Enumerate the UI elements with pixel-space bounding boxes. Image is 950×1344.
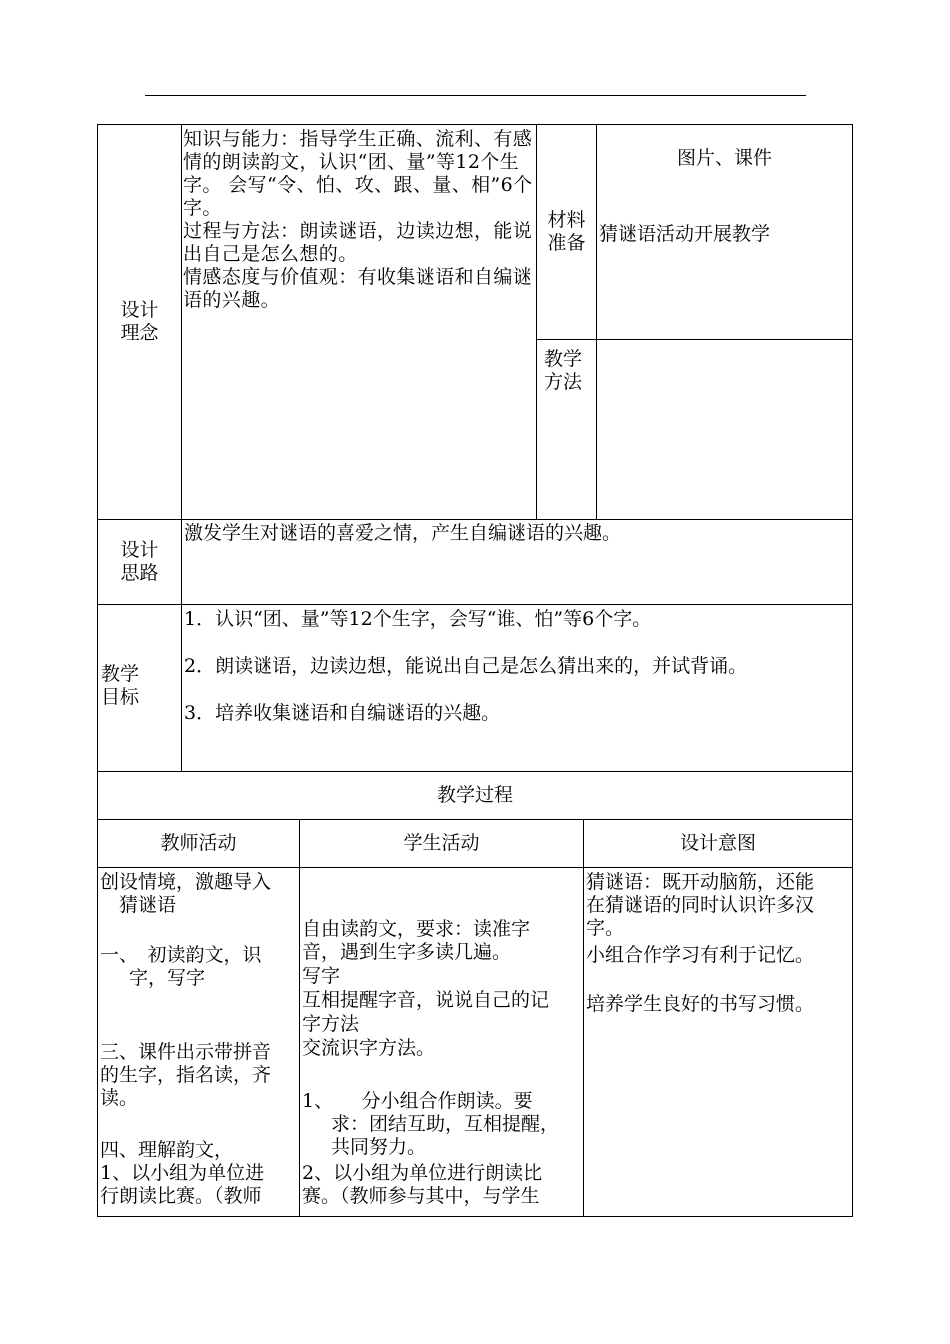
header-rule [145,95,806,96]
student-line: 字方法 [302,1013,360,1035]
concept-attitude: 情感态度与价值观：有收集谜语和自编谜语的兴趣。 [183,266,533,311]
concept-knowledge: 知识与能力：指导学生正确、流利、有感情的朗读韵文，认识“团、量”等12个生字。 会写“令、怕、攻、跟、量、相”6个字。 [183,128,533,219]
teacher-line: 读。 [100,1087,139,1109]
materials-line1: 图片、课件 [676,147,772,169]
design-intent-cell [583,867,853,1217]
design-idea-label: 设计 思路 [97,519,182,605]
teacher-line: 创设情境，激趣导入 [100,871,272,893]
header-teacher-activity: 教师活动 [97,819,300,868]
student-line: 共同努力。 [331,1136,427,1158]
student-line: 2、以小组为单位进行朗读比 [302,1162,543,1184]
goal-item-2: 2．朗读谜语，边读边想，能说出自己是怎么猜出来的，并试背诵。 [184,655,748,677]
goal-item-3: 3．培养收集谜语和自编谜语的兴趣。 [184,702,501,724]
teaching-goals-label: 教学 目标 [97,604,182,772]
student-line: 写字 [302,965,341,987]
intent-line: 字。 [586,917,625,939]
goal-item-1: 1．认识“团、量”等12个生字，会写“谁、怕”等6个字。 [184,608,652,630]
student-line: 互相提醒字音，说说自己的记 [302,989,550,1011]
student-activity-cell [299,867,584,1217]
method-label: 教学 方法 [536,339,597,520]
materials-line2: 猜谜语活动开展教学 [599,223,771,245]
intent-line: 小组合作学习有利于记忆。 [586,944,815,966]
teacher-line: 行朗读比赛。（教师 [100,1185,262,1207]
teacher-activity-cell [97,867,300,1217]
materials-label: 材料 准备 [536,124,597,340]
process-title: 教学过程 [97,771,853,820]
header-student-activity: 学生活动 [299,819,584,868]
header-design-intent: 设计意图 [583,819,853,868]
teacher-line: 的生字，指名读，齐 [100,1064,272,1086]
teacher-line: 1、以小组为单位进 [100,1162,265,1184]
student-line: 音，遇到生字多读几遍。 [302,941,512,963]
intent-line: 培养学生良好的书写习惯。 [586,993,815,1015]
student-line: 1、 分小组合作朗读。要 [302,1090,533,1112]
intent-line: 猜谜语：既开动脑筋，还能 [586,871,815,893]
teacher-line: 猜谜语 [119,894,177,916]
student-line: 自由读韵文，要求：读准字 [302,918,531,940]
materials-content [596,124,853,340]
student-line: 交流识字方法。 [302,1037,436,1059]
teacher-line: 字，写字 [129,967,206,989]
student-line: 求：团结互助，互相提醒， [331,1113,560,1135]
design-concept-label: 设计 理念 [97,124,182,520]
teacher-line: 一、 初读韵文，识 [100,944,262,966]
concept-process: 过程与方法：朗读谜语，边读边想，能说出自己是怎么想的。 [183,220,533,265]
method-content [596,339,853,520]
teacher-line: 三、课件出示带拼音 [100,1041,272,1063]
design-idea-content: 激发学生对谜语的喜爱之情，产生自编谜语的兴趣。 [181,519,853,605]
design-concept-content [181,124,537,520]
teaching-goals-content [181,604,853,772]
student-line: 赛。（教师参与其中，与学生 [302,1185,540,1207]
teacher-line: 四、理解韵文， [100,1139,234,1161]
intent-line: 在猜谜语的同时认识许多汉 [586,894,815,916]
